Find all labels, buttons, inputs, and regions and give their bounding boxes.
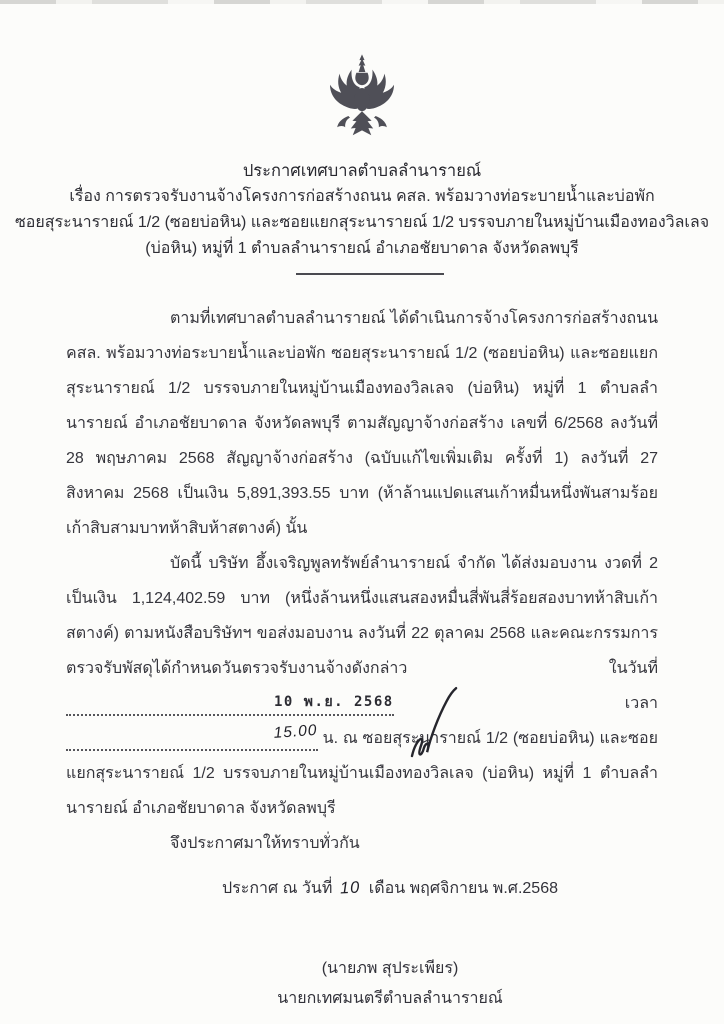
signer-title: นายกเทศมนตรีตำบลลำนารายณ์ [277,990,503,1007]
document-body [66,301,658,861]
closing-statement: จึงประกาศมาให้ทราบทั่วกัน [170,835,360,852]
announcement-title: ประกาศเทศบาลตำบลลำนารายณ์ [242,162,482,180]
subject-line-3: (บ่อหิน) หมู่ที่ 1 ตำบลลำนารายณ์ อำเภอชัยบาดาล จังหวัดลพบุรี [145,240,579,257]
document-header [0,158,724,262]
garuda-emblem-icon [314,52,410,156]
handwritten-time: 15.00 [273,721,318,742]
dotted-blank-date [66,694,394,716]
paragraph-2-text-after-time: น. ณ ซอยสุระนารายณ์ 1/2 (ซอยบ่อหิน) และซอยแยกสุระนารายณ์ 1/2 บรรจบภายในหมู่บ้านเมืองทองวิลเลจ (บ่อหิน) หมู่ที่ 1 ตำบลลำนารายณ์ อำเภอชัยบาดาล จังหวัดลพบุรี [66,730,659,817]
divider-rule [296,273,444,275]
handwritten-day: 10 [339,878,362,898]
signer-name: (นายภพ สุประเพียร) [321,960,459,977]
signoff-block [210,871,570,1014]
announcement-date-line [210,871,570,906]
date-prefix: ประกาศ ณ วันที่ [222,880,333,897]
scan-edge-artifact [0,0,724,4]
dotted-blank-time [66,721,318,751]
body-paragraph-2 [66,546,658,826]
subject-line-2: ซอยสุระนารายณ์ 1/2 (ซอยบ่อหิน) และซอยแยกสุระนารายณ์ 1/2 บรรจบภายในหมู่บ้านเมืองทองวิลเลจ [14,214,710,231]
subject-line-1: เรื่อง การตรวจรับงานจ้างโครงการก่อสร้างถนน คสล. พร้อมวางท่อระบายน้ำและบ่อพัก [69,188,655,205]
body-paragraph-1: ตามที่เทศบาลตำบลลำนารายณ์ ได้ดำเนินการจ้างโครงการก่อสร้างถนน คสล. พร้อมวางท่อระบายน้ำและบ่อพัก ซอยสุระนารายณ์ 1/2 (ซอยบ่อหิน) และซอยแยกสุระนารายณ์ 1/2 บรรจบภายในหมู่บ้านเมืองทองวิลเลจ (บ่อหิน) หมู่ที่ 1 ตำบลลำนารายณ์ อำเภอชัยบาดาล จังหวัดลพบุรี ตามสัญญาจ้างก่อสร้าง เลขที่ 6/2568 ลงวันที่ 28 พฤษภาคม 2568 สัญญาจ้างก่อสร้าง (ฉบับแก้ไขเพิ่มเติม ครั้งที่ 1) ลงวันที่ 27 สิงหาคม 2568 เป็นเงิน 5,891,393.55 บาท (ห้าล้านแปดแสนเก้าหมื่นหนึ่งพันสามร้อยเก้าสิบสามบาทห้าสิบห้าสตางค์) นั้น [66,310,658,537]
signature-ink [402,684,476,764]
date-suffix: เดือน พฤศจิกายน พ.ศ.2568 [368,880,558,897]
date-stamp: 10 พ.ย. 2568 [274,694,394,710]
paragraph-2-time-label: เวลา [624,695,658,712]
emblem-container [0,0,724,158]
paragraph-2-text-before-date: บัดนี้ บริษัท อึ้งเจริญพูลทรัพย์ลำนารายณ์ จำกัด ได้ส่งมอบงาน งวดที่ 2 เป็นเงิน 1,124,402.59 บาท (หนึ่งล้านหนึ่งแสนสองหมื่นสี่พันสี่ร้อยสองบาทห้าสิบเก้าสตางค์) ตามหนังสือบริษัทฯ ขอส่งมอบงาน ลงวันที่ 22 ตุลาคม 2568 และคณะกรรมการตรวจรับพัสดุได้กำหนดวันตรวจรับงานจ้างดังกล่าว ในวันที่ [66,555,658,677]
